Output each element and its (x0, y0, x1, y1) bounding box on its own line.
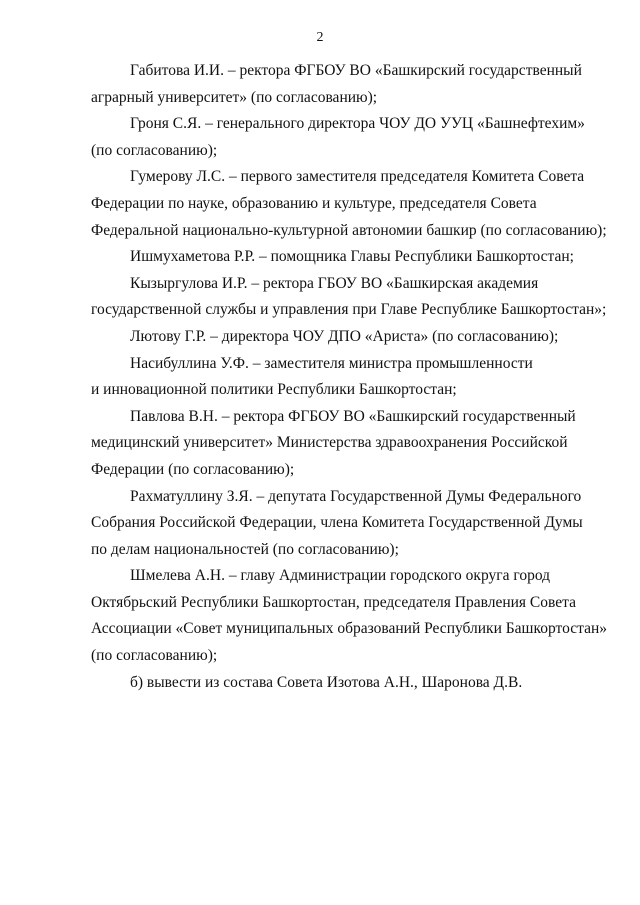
paragraph-shmelev: Шмелева А.Н. – главу Администрации городского округа город Октябрьский Республики Башкортостан, председателя Правления Совета Ассоциации «Совет муниципальных образований Республики Башкортостан» (по согласованию); (91, 567, 607, 665)
paragraph-pavlov: Павлова В.Н. – ректора ФГБОУ ВО «Башкирский государственный медицинский университет» Министерства здравоохранения Российской Федерации (по согласованию); (91, 407, 576, 478)
document-body (91, 58, 610, 696)
paragraph-kyzyrgulov: Кызыргулова И.Р. – ректора ГБОУ ВО «Башкирская академия государственной службы и управления при Главе Республике Башкортостан»; (91, 274, 607, 319)
paragraph-lyutova: Лютову Г.Р. – директора ЧОУ ДПО «Ариста» (по согласованию); (130, 327, 559, 345)
paragraph-gumerova: Гумерову Л.С. – первого заместителя председателя Комитета Совета Федерации по науке, образованию и культуре, председателя Совета Федеральной национально-культурной автономии башкир (по согласованию); (91, 168, 607, 239)
paragraph-gronya: Гроня С.Я. – генерального директора ЧОУ ДО УУЦ «Башнефтехим» (по согласованию); (91, 115, 585, 159)
page-number: 2 (316, 30, 324, 45)
paragraph-nasibullin: Насибуллина У.Ф. – заместителя министра промышленности и инновационной политики Республики Башкортостан; (91, 354, 533, 399)
paragraph-gabitova: Габитова И.И. – ректора ФГБОУ ВО «Башкирский государственный аграрный университет» (по согласованию); (91, 62, 582, 106)
paragraph-remove-from-council: б) вывести из состава Совета Изотова А.Н., Шаронова Д.В. (130, 673, 523, 691)
paragraph-rakhmatullina: Рахматуллину З.Я. – депутата Государственной Думы Федерального Собрания Российской Федерации, члена Комитета Государственной Думы по делам национальностей (по согласованию); (91, 487, 583, 558)
paragraph-ishmukhametov: Ишмухаметова Р.Р. – помощника Главы Республики Башкортостан; (130, 248, 574, 266)
